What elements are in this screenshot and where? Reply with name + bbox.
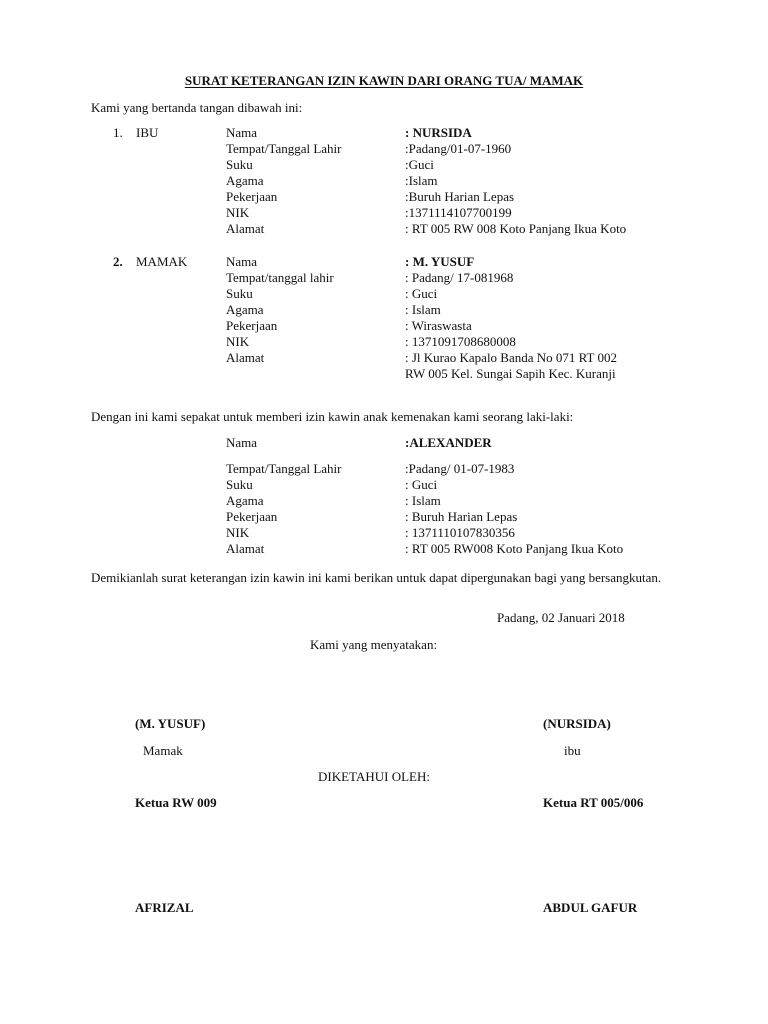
child-label-ttl: Tempat/Tanggal Lahir	[226, 461, 342, 476]
ibu-value-pekerjaan: :Buruh Harian Lepas	[405, 189, 515, 204]
ibu-row-1	[0, 141, 768, 157]
mamak-label-alamat: Alamat	[226, 350, 265, 365]
child-label-alamat: Alamat	[226, 541, 265, 556]
mamak-label-nik: NIK	[226, 334, 250, 349]
mamak-label-agama: Agama	[226, 302, 264, 317]
ibu-number: 1.	[113, 125, 123, 140]
document-title: SURAT KETERANGAN IZIN KAWIN DARI ORANG TUA/ MAMAK	[184, 73, 584, 88]
child-label-agama: Agama	[226, 493, 264, 508]
ibu-label-nama: Nama	[226, 125, 258, 140]
mamak-value-nama: : M. YUSUF	[405, 254, 475, 269]
ibu-value-ttl: :Padang/01-07-1960	[405, 141, 512, 156]
signatory-ibu-role: ibu	[564, 743, 581, 758]
child-row-4	[0, 525, 768, 541]
ibu-row-3	[0, 173, 768, 189]
child-row-1	[0, 477, 768, 493]
ibu-value-suku: :Guci	[405, 157, 434, 172]
child-row-0	[0, 461, 768, 477]
ibu-value-alamat: : RT 005 RW 008 Koto Panjang Ikua Koto	[405, 221, 627, 236]
ibu-row-6	[0, 221, 768, 237]
ibu-row-0	[0, 125, 768, 141]
child-value-nama: :ALEXANDER	[405, 435, 492, 450]
declarer-text: Kami yang menyatakan:	[310, 637, 438, 652]
mamak-value-alamat-line2: RW 005 Kel. Sungai Sapih Kec. Kuranji	[405, 366, 616, 381]
mamak-row-5	[0, 334, 768, 350]
official-rw-title: Ketua RW 009	[135, 795, 217, 810]
child-label-suku: Suku	[226, 477, 253, 492]
ibu-label-ttl: Tempat/Tanggal Lahir	[226, 141, 342, 156]
child-value-ttl: :Padang/ 01-07-1983	[405, 461, 515, 476]
child-value-agama: : Islam	[405, 493, 441, 508]
mamak-row-1	[0, 270, 768, 286]
mamak-label-pekerjaan: Pekerjaan	[226, 318, 278, 333]
mamak-row-2	[0, 286, 768, 302]
ibu-role: IBU	[136, 125, 159, 140]
acknowledged-by: DIKETAHUI OLEH:	[318, 769, 430, 784]
mamak-value-agama: : Islam	[405, 302, 441, 317]
ibu-row-4	[0, 189, 768, 205]
mamak-value-suku: : Guci	[405, 286, 438, 301]
ibu-label-alamat: Alamat	[226, 221, 265, 236]
child-label-nik: NIK	[226, 525, 250, 540]
child-row-name	[0, 435, 768, 451]
mamak-row-7	[0, 366, 768, 382]
consent-text: Dengan ini kami sepakat untuk memberi izin kawin anak kemenakan kami seorang laki-laki:	[91, 409, 574, 424]
child-label-nama: Nama	[226, 435, 258, 450]
mamak-label-suku: Suku	[226, 286, 253, 301]
official-rt-title: Ketua RT 005/006	[543, 795, 644, 810]
official-rt-name: ABDUL GAFUR	[543, 900, 638, 915]
child-row-3	[0, 509, 768, 525]
child-value-suku: : Guci	[405, 477, 438, 492]
ibu-label-nik: NIK	[226, 205, 250, 220]
mamak-role: MAMAK	[136, 254, 188, 269]
child-label-pekerjaan: Pekerjaan	[226, 509, 278, 524]
place-date: Padang, 02 Januari 2018	[497, 610, 625, 625]
mamak-row-3	[0, 302, 768, 318]
child-row-5	[0, 541, 768, 557]
mamak-number: 2.	[113, 254, 123, 269]
signatory-mamak-role: Mamak	[143, 743, 183, 758]
child-value-alamat: : RT 005 RW008 Koto Panjang Ikua Koto	[405, 541, 624, 556]
ibu-row-2	[0, 157, 768, 173]
closing-text: Demikianlah surat keterangan izin kawin ini kami berikan untuk dapat dipergunakan bagi yang bersangkutan.	[91, 570, 662, 585]
child-row-2	[0, 493, 768, 509]
signatory-mamak-name: (M. YUSUF)	[135, 716, 206, 731]
signatory-ibu-name: (NURSIDA)	[543, 716, 611, 731]
mamak-value-nik: : 1371091708680008	[405, 334, 516, 349]
child-value-nik: : 1371110107830356	[405, 525, 515, 540]
ibu-label-pekerjaan: Pekerjaan	[226, 189, 278, 204]
mamak-value-ttl: : Padang/ 17-081968	[405, 270, 514, 285]
ibu-value-nik: :1371114107700199	[405, 205, 512, 220]
intro-text: Kami yang bertanda tangan dibawah ini:	[91, 100, 303, 115]
mamak-row-6	[0, 350, 768, 366]
official-rw-name: AFRIZAL	[135, 900, 194, 915]
mamak-value-alamat: : Jl Kurao Kapalo Banda No 071 RT 002	[405, 350, 618, 365]
mamak-label-nama: Nama	[226, 254, 258, 269]
mamak-value-pekerjaan: : Wiraswasta	[405, 318, 472, 333]
mamak-row-0	[0, 254, 768, 270]
ibu-label-agama: Agama	[226, 173, 264, 188]
ibu-label-suku: Suku	[226, 157, 253, 172]
mamak-label-ttl: Tempat/tanggal lahir	[226, 270, 334, 285]
ibu-row-5	[0, 205, 768, 221]
ibu-value-nama: : NURSIDA	[405, 125, 472, 140]
child-value-pekerjaan: : Buruh Harian Lepas	[405, 509, 518, 524]
ibu-value-agama: :Islam	[405, 173, 438, 188]
mamak-row-4	[0, 318, 768, 334]
